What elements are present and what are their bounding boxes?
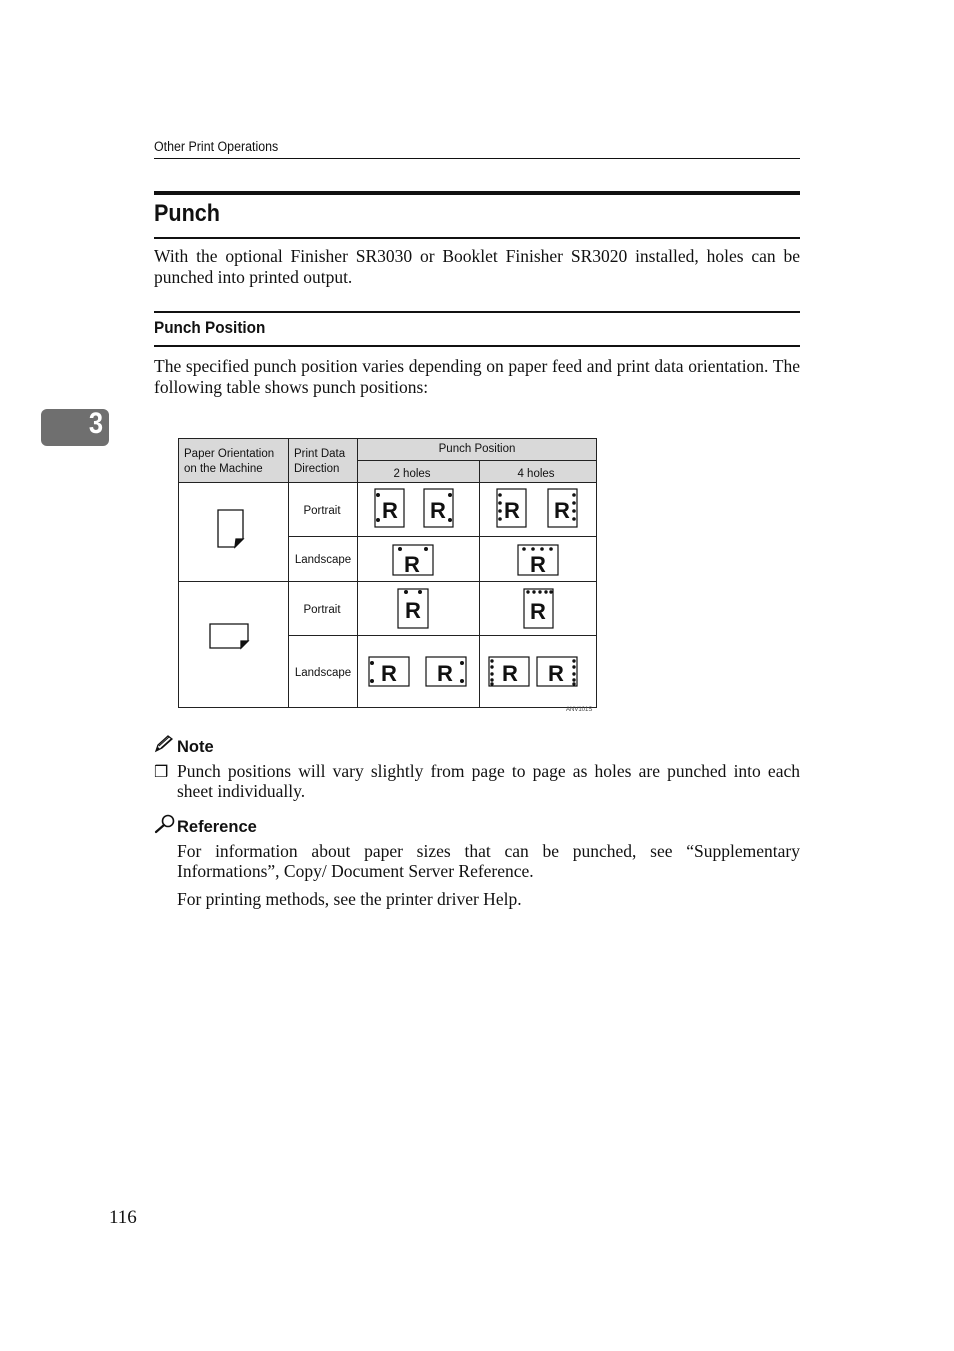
punch-landscape-portrait-4holes	[524, 589, 553, 628]
note-label: Note	[177, 738, 214, 756]
landscape-paper-icon	[210, 624, 248, 648]
subsection-description: The specified punch position varies depending on paper feed and print data orientation. The following table shows punch positions:	[154, 356, 800, 397]
magnifier-icon	[154, 814, 176, 834]
r-glyph: R	[405, 598, 421, 623]
section-bottom-rule	[154, 237, 800, 239]
punch-landscape-landscape-4holes	[489, 657, 577, 686]
subsection-top-rule	[154, 311, 800, 313]
header-direction-line1: Print Data	[294, 448, 346, 460]
r-glyph: R	[548, 661, 564, 686]
punch-landscape-portrait-2holes	[398, 589, 428, 628]
header-orientation-line1: Paper Orientation	[184, 448, 275, 460]
r-glyph: R	[530, 552, 546, 577]
row-label-portrait-1: Portrait	[303, 505, 341, 517]
punch-portrait-landscape-4holes	[518, 545, 558, 577]
punch-portrait-portrait-4holes	[497, 489, 577, 527]
r-glyph: R	[530, 599, 546, 624]
pencil-icon	[154, 735, 174, 753]
row-label-landscape-1: Landscape	[294, 554, 352, 566]
chapter-number: 3	[88, 407, 104, 440]
punch-portrait-landscape-2holes	[393, 545, 433, 577]
running-header: Other Print Operations	[154, 139, 279, 154]
section-title: Punch	[154, 200, 221, 227]
subsection-title: Punch Position	[154, 318, 266, 337]
row-label-portrait-2: Portrait	[303, 604, 341, 616]
header-4-holes: 4 holes	[517, 468, 555, 480]
figure-id: ANV101S	[566, 707, 593, 713]
reference-text-1: For information about paper sizes that can be punched, see “Supplementary Informations”, Copy/ Document Server Reference.	[177, 841, 800, 881]
r-glyph: R	[381, 661, 397, 686]
r-glyph: R	[404, 552, 420, 577]
section-top-rule	[154, 191, 800, 195]
r-glyph: R	[502, 661, 518, 686]
r-glyph: R	[382, 498, 398, 523]
row-label-landscape-2: Landscape	[294, 667, 352, 679]
header-orientation-line2: on the Machine	[184, 463, 263, 475]
punch-portrait-portrait-2holes	[375, 489, 453, 527]
note-text: Punch positions will vary slightly from page to page as holes are punched into each sheet individually.	[177, 761, 800, 801]
header-direction-line2: Direction	[294, 463, 340, 475]
portrait-paper-icon	[218, 510, 243, 547]
punch-landscape-landscape-2holes	[369, 657, 466, 686]
punch-position-table	[178, 438, 597, 708]
r-glyph: R	[437, 661, 453, 686]
r-glyph: R	[554, 498, 570, 523]
r-glyph: R	[430, 498, 446, 523]
header-rule	[154, 158, 800, 159]
subsection-bottom-rule	[154, 345, 800, 347]
reference-text-2: For printing methods, see the printer driver Help.	[177, 889, 522, 909]
header-2-holes: 2 holes	[393, 468, 431, 480]
page-number: 116	[109, 1207, 137, 1228]
r-glyph: R	[504, 498, 520, 523]
note-bullet: ❒	[154, 764, 169, 781]
header-punch-position: Punch Position	[438, 443, 516, 455]
reference-label: Reference	[177, 818, 257, 836]
section-intro: With the optional Finisher SR3030 or Booklet Finisher SR3020 installed, holes can be punched into printed output.	[154, 246, 800, 287]
